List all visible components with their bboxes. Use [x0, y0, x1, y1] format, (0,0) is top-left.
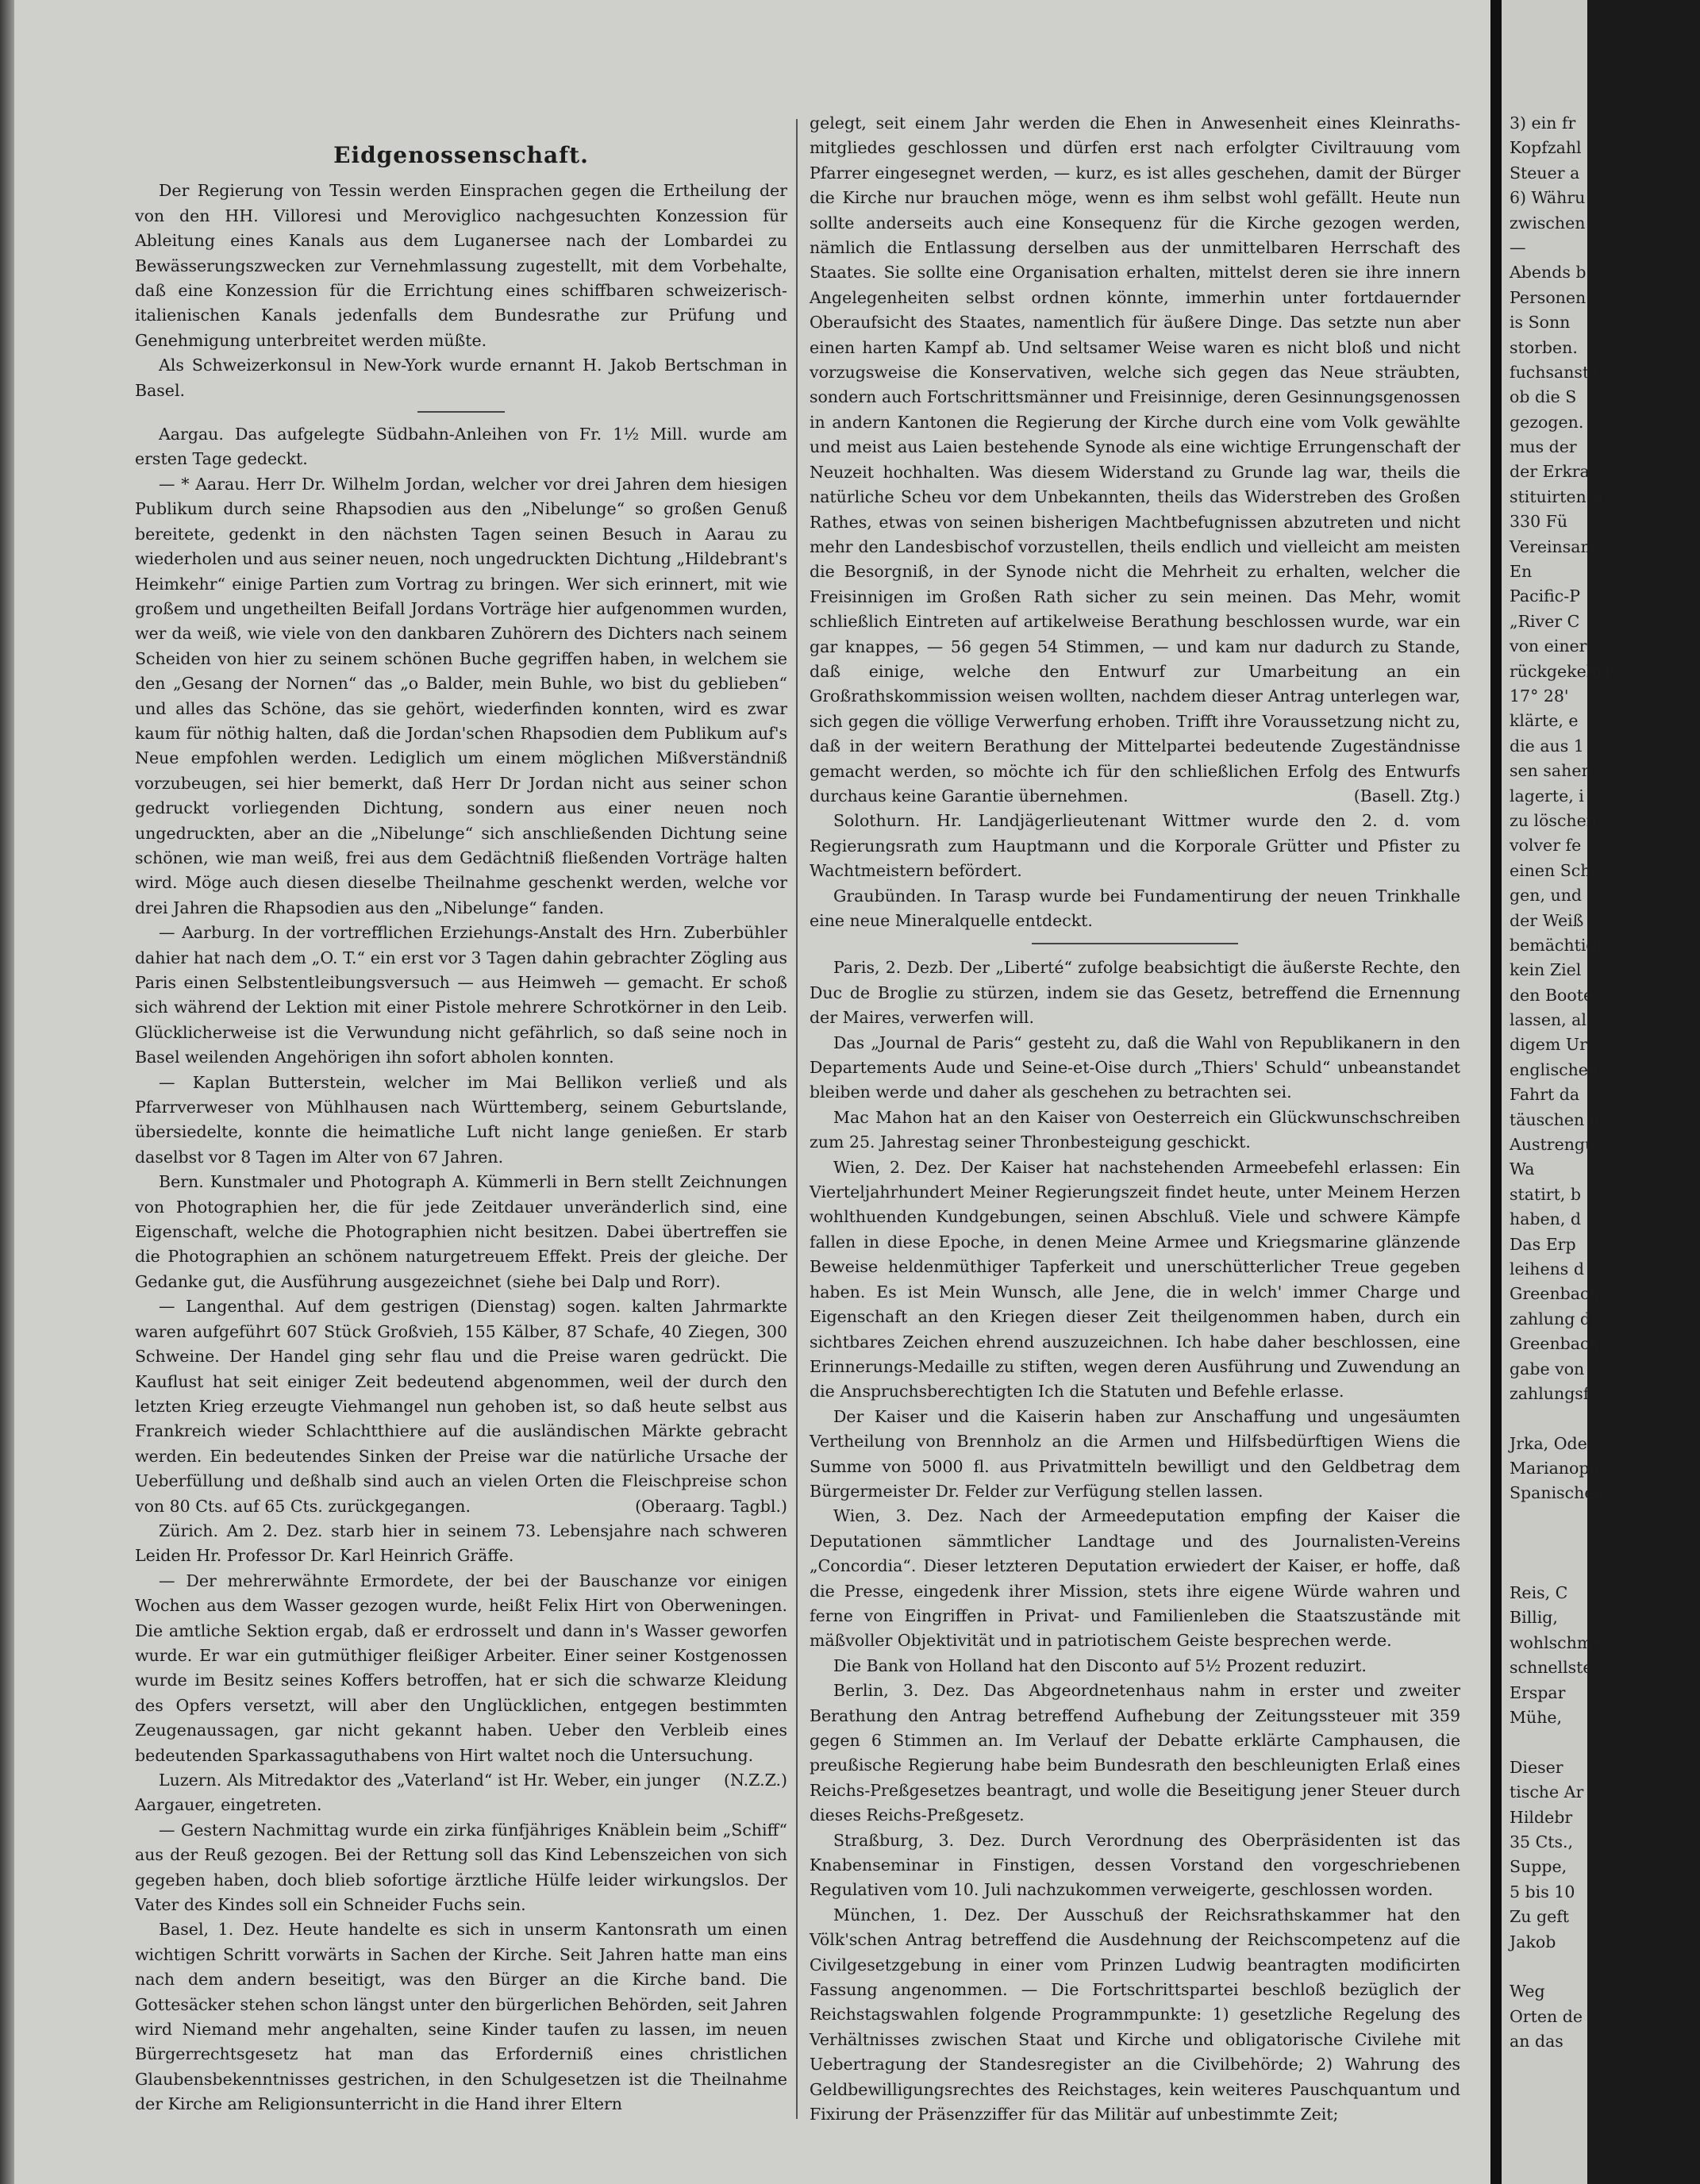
article-bern: Bern. Kunstmaler und Photograph A. Kümmerli in Bern stellt Zeichnungen von Photographien her, die für jede Zeitdauer unveränderlich sind, eine Eigenschaft, welche die Photographien nicht besitzen. Dabei übertreffen sie die Photographien an schönem naturgetreuem Effekt. Preis der gleiche. Der Gedanke gut, die Ausführung ausgezeichnet (siehe bei Dalp und Rorr). — [135, 1172, 787, 1291]
adjacent-page-line: Fahrt da — [1510, 1085, 1580, 1105]
section-title: Eidgenossenschaft. — [333, 142, 589, 168]
adjacent-page-line: mus der — [1510, 437, 1577, 457]
article-mac-mahon: Mac Mahon hat an den Kaiser von Oesterreich ein Glückwunschschreiben zum 25. Jahrestag seiner Thronbesteigung geschickt. — [810, 1107, 1460, 1152]
adjacent-page-column — [1510, 111, 1700, 2054]
adjacent-page-line: — — [1510, 237, 1526, 257]
adjacent-page-line: zahlungsf — [1510, 1383, 1590, 1403]
divider — [417, 411, 505, 413]
adjacent-page-line: statirt, b — [1510, 1184, 1581, 1204]
adjacent-page-line — [1510, 1730, 1700, 1755]
adjacent-page-line: ob die S — [1510, 387, 1577, 407]
article-basel: Basel, 1. Dez. Heute handelte es sich in unserm Kantonsrath um einen wichtigen Schritt vorwärts in Sachen der Kirche. Seit Jahren hatte man eins nach dem andern beseitigt, was den Bürger an die Kirche band. Die Gottesäcker stehen schon längst unter den bürgerlichen Behörden, seit Jahren wird Niemand mehr angehalten, seine Kinder taufen zu lassen, im neuen Bürgerrechtsgesetz hat man das Erforderniß eines christlichen Glaubensbekenntnisses gestrichen, in den Schulgesetzen ist die Theilnahme der Kirche am Religionsunterricht in die Hand ihrer Eltern — [135, 1920, 787, 2114]
adjacent-page-line: digem Ur — [1510, 1035, 1587, 1055]
adjacent-page-line: Wa — [1510, 1159, 1535, 1179]
adjacent-page-line: zwischen — [1510, 213, 1586, 233]
adjacent-page-line: gen, und — [1510, 886, 1583, 906]
adjacent-page-line: sen sahen, — [1510, 761, 1598, 781]
adjacent-page-line: 5 bis 10 — [1510, 1882, 1575, 1901]
article-wien-brennholz: Der Kaiser und die Kaiserin haben zur Anschaffung und ungesäumten Vertheilung von Brennholz an die Armen und Hilfsbedürftigen Wiens die Summe von 5000 fl. aus Privatmitteln bewilligt und den Geldbetrag dem Bürgermeister Dr. Felder zur Verfügung stellen lassen. — [810, 1406, 1460, 1501]
adjacent-page-line: Reis, C — [1510, 1583, 1568, 1603]
adjacent-page-fragment — [1502, 0, 1611, 2184]
adjacent-page-line: von einer — [1510, 636, 1587, 656]
adjacent-page-line: Weg — [1510, 1982, 1545, 2001]
adjacent-page-line: 6) Währu — [1510, 188, 1586, 208]
adjacent-page-line: Erspar — [1510, 1682, 1566, 1702]
adjacent-page-line: Austrengu — [1510, 1135, 1596, 1155]
adjacent-page-line: zahlung d — [1510, 1309, 1590, 1328]
adjacent-page-line: Greenback — [1510, 1284, 1599, 1304]
article-aarau: — * Aarau. Herr Dr. Wilhelm Jordan, welcher vor drei Jahren dem hiesigen Publikum durch seine Rhapsodien aus den „Nibelunge“ so großen Genuß bereitete, gedenkt in den nächsten Tagen seinen Besuch in Aarau zu wiederholen und aus seiner neuen, noch ungedruckten Dichtung „Hildebrant's Heimkehr“ einige Partien zum Vortrag zu bringen. Wer sich erinnert, mit wie großem und ungetheilten Beifall Jordans Vorträge hier aufgenommen wurden, wer da weiß, wie viele von den dankbaren Zuhörern des Dichters nach seinem Scheiden von hier zu seinem schönen Buche gegriffen haben, in welchem sie den „Gesang der Nornen“ das „o Balder, mein Buhle, wo bist du geblieben“ und alles das Schöne, das sie gehört, wiederfinden konnten, wird es zwar kaum für nöthig halten, daß die Jordan'schen Rhapsodien dem Publikum auf's Neue empfohlen werden. Lediglich um einem möglichen Mißverständniß vorzubeugen, sei hier bemerkt, daß Herr Dr Jordan nicht aus seiner schon gedruckt vorliegenden Dichtung, sondern aus einer neuen noch ungedruckten, aber an die „Nibelunge“ sich anschließenden Dichtung seine schönen, wie man weiß, frei aus dem Gedächtniß fließenden Vorträge halten wird. Möge auch diesen dieselbe Theilnahme geschenkt werden, welche vor drei Jahren die Rhapsodien aus den „Nibelunge“ fanden. — [135, 474, 787, 917]
adjacent-page-line: die aus 1 — [1510, 736, 1584, 756]
adjacent-page-line: Abends b — [1510, 263, 1587, 283]
page-seam — [1490, 0, 1502, 2184]
divider — [1032, 943, 1238, 944]
article-tessin: Der Regierung von Tessin werden Einsprachen gegen die Ertheilung der von den HH. Villoresi und Meroviglico nachgesuchten Konzession für Ableitung eines Kanals aus dem Luganersee nach der Lombardei zu Bewässerungszwecken zur Vernehmlassung zugestellt, mit dem Vorbehalte, daß eine Konzession für die Errichtung eines schiffbaren schweizerisch-italienischen Kanals jedenfalls dem Bundesrathe zur Prüfung und Genehmigung unterbreitet werden müßte. — [135, 181, 787, 350]
adjacent-page-line: volver fe — [1510, 836, 1582, 856]
article-strassburg: Straßburg, 3. Dez. Durch Verordnung des Oberpräsidenten ist das Knabenseminar in Finstigen, dessen Vorstand den vorgeschriebenen Regulativen vom 10. Juli nachzukommen verweigerte, geschlossen worden. — [810, 1830, 1460, 1900]
adjacent-page-line: lassen, al — [1510, 1010, 1587, 1030]
adjacent-page-line: klärte, e — [1510, 711, 1579, 731]
adjacent-page-line: 17° 28' — [1510, 686, 1569, 706]
article-luzern: Luzern. Als Mitredaktor des „Vaterland“ ist Hr. Weber, ein junger Aargauer, eingetreten. — [135, 1771, 701, 1815]
article-zuerich: Zürich. Am 2. Dez. starb hier in seinem 73. Lebensjahre nach schweren Leiden Hr. Professor Dr. Karl Heinrich Gräffe. — [135, 1521, 787, 1566]
article-aargau: Aargau. Das aufgelegte Südbahn-Anleihen von Fr. 1½ Mill. wurde am ersten Tage gedeckt. — [135, 425, 787, 469]
adjacent-page-line: stituirten S — [1510, 486, 1603, 506]
adjacent-page-line: zu löschen — [1510, 810, 1597, 830]
article-luzern-knabe: — Gestern Nachmittag wurde ein zirka fünfjähriges Knäblein beim „Schiff“ aus der Reuß gezogen. Bei der Rettung soll das Kind Lebenszeichen von sich gegeben haben, doch blieb sofortige ärztliche Hülfe leider wirkungslos. Der Vater des Kindes soll ein Schneider Fuchs sein. — [135, 1820, 787, 1915]
adjacent-page-line: kein Ziel — [1510, 960, 1582, 980]
adjacent-page-line: Das Erp — [1510, 1234, 1576, 1254]
adjacent-page-line: storben. — [1510, 337, 1578, 357]
adjacent-page-line: fuchsansta — [1510, 362, 1599, 382]
adjacent-page-line: Vereinsam — [1510, 536, 1596, 556]
adjacent-page-line: En — [1510, 562, 1533, 582]
article-wien-armeebefehl: Wien, 2. Dez. Der Kaiser hat nachstehenden Armeebefehl erlassen: Ein Vierteljahrhundert Meiner Regierungszeit findet heute, unter Meinem Herzen wohlthuenden Kundgebungen, seinen Abschluß. Viele und schwere Kämpfe fallen in diese Epoche, in denen Meine Armee und Kriegsmarine glänzende Beweise heldenmüthiger Tapferkeit und unerschütterlicher Treue gegeben haben. Es ist Mein Wunsch, alle Jene, die in welch' immer Charge und Eigenschaft an den Kriegen dieser Zeit theilgenommen haben, durch ein sichtbares Zeichen ehrend auszuzeichnen. Ich habe daher beschlossen, eine Erinnerungs-Medaille zu stiften, wegen deren Ausführung und Zuwendung an die Anspruchsberechtigten Ich die Statuten und Befehle erlasse. — [810, 1157, 1460, 1402]
adjacent-page-line: Marianopo — [1510, 1459, 1599, 1478]
adjacent-page-line: gabe von — [1510, 1359, 1585, 1378]
adjacent-page-line: schnellste — [1510, 1658, 1593, 1678]
source-credit: (Oberaarg. Tagbl.) — [635, 1496, 787, 1516]
adjacent-page-line — [1510, 1556, 1700, 1581]
adjacent-page-line: 35 Cts., — [1510, 1832, 1574, 1851]
adjacent-page-line: den Boote — [1510, 985, 1594, 1005]
adjacent-page-line: Dieser — [1510, 1757, 1563, 1777]
adjacent-page-line: gezogen. — [1510, 412, 1584, 432]
article-zuerich-mord: — Der mehrerwähnte Ermordete, der bei der Bauschanze vor einigen Wochen aus dem Wasser gezogen wurde, heißt Felix Hirt von Oberweningen. Die amtliche Sektion ergab, daß er erdrosselt und dann in's Wasser geworfen wurde. Er war ein gutmüthiger fleißiger Arbeiter. Einer seiner Kostgenossen wurde im Besitz seines Koffers betroffen, hat er sich die schwarze Kleidung des Opfers versetzt, will aber den Unglücklichen, entgegen bestimmten Zeugenaussagen, gar nicht gekannt haben. Ueber den Verbleib eines bedeutenden Sparkassaguthabens von Hirt waltet noch die Untersuchung. (N.Z.Z.) — [135, 1569, 787, 1768]
adjacent-page-line: is Sonn — [1510, 313, 1571, 333]
adjacent-page-line: Jakob — [1510, 1932, 1556, 1951]
adjacent-page-line: Orten de — [1510, 2006, 1583, 2026]
adjacent-page-line: Kopfzahl — [1510, 138, 1582, 158]
adjacent-page-line: bemächtigt — [1510, 935, 1603, 955]
column-left — [135, 143, 787, 2117]
adjacent-page-line: einen Sch — [1510, 860, 1591, 880]
article-muenchen: München, 1. Dez. Der Ausschuß der Reichsrathskammer hat den Völk'schen Antrag betreffend die Ausdehnung der Reichscompetenz auf die Civilgesetzgebung in einer vom Prinzen Ludwig beantragten modificirten Fassung angenommen. — Die Fortschrittspartei beschloß bezüglich der Reichstagswahlen folgende Programmpunkte: 1) gesetzliche Regelung des Verhältnisses zwischen Staat und Kirche und obligatorische Civilehe mit Uebertragung der Standesregister an die Civilbehörde; 2) Wahrung des Geldbewilligungsrechtes des Reichstages, kein weiteres Pauschquantum und Fixirung der Präsenzziffer für das Militär auf unbestimmte Zeit; — [810, 1905, 1460, 2124]
adjacent-page-line: an das — [1510, 2032, 1563, 2051]
article-berlin: Berlin, 3. Dez. Das Abgeordnetenhaus nahm in erster und zweiter Berathung den Antrag betreffend Aufhebung der Zeitungssteuer mit 359 gegen 6 Stimmen an. Im Verlauf der Debatte erklärte Camphausen, die preußische Regierung habe beim Bundesrath den beschleunigten Erlaß eines Reichs-Preßgesetzes beantragt, und wolle die Beseitigung jener Steuer durch dieses Reichs-Preßgesetz. — [810, 1681, 1460, 1825]
adjacent-page-line: Billig, — [1510, 1608, 1558, 1628]
adjacent-page-line: Greenback — [1510, 1334, 1599, 1354]
adjacent-page-line: Hildebr — [1510, 1807, 1573, 1827]
article-langenthal: — Langenthal. Auf dem gestrigen (Dienstag) sogen. kalten Jahrmarkte waren aufgeführt 607 Stück Großvieh, 155 Kälber, 87 Schafe, 40 Ziegen, 300 Schweine. Der Handel ging sehr flau und die Preise waren gedrückt. Die Kauflust hat seit einiger Zeit bedeutend abgenommen, weil der durch den letzten Krieg erzeugte Viehmangel nun gehoben ist, so daß heute selbst aus Frankreich wieder Schlachtthiere auf die ausländischen Märkte gebracht werden. Ein bedeutendes Sinken der Preise war die natürliche Ursache der Ueberfüllung und deßhalb sind auch an vielen Orten die Fleischpreise schon von 80 Cts. auf 65 Cts. zurückgegangen. (Oberaarg. Tagbl.) — [135, 1294, 787, 1519]
article-graubuenden: Graubünden. In Tarasp wurde bei Fundamentirung der neuen Trinkhalle eine neue Mineralquelle entdeckt. — [810, 886, 1460, 930]
article-solothurn: Solothurn. Hr. Landjägerlieutenant Wittmer wurde den 2. d. vom Regierungsrath zum Hauptmann und die Korporale Grütter und Pfister zu Wachtmeistern befördert. — [810, 811, 1460, 881]
source-credit: (Basell. Ztg.) — [1353, 786, 1460, 806]
adjacent-page-line — [1510, 1506, 1700, 1531]
adjacent-page-line: tische Ar — [1510, 1782, 1584, 1802]
adjacent-page-line — [1510, 1531, 1700, 1555]
adjacent-page-line: Jrka, Ode — [1510, 1433, 1587, 1453]
adjacent-page-line: Pacific-P — [1510, 586, 1581, 606]
adjacent-page-line: Zu geft — [1510, 1907, 1570, 1927]
adjacent-page-line: rückgekehrt — [1510, 661, 1611, 681]
adjacent-page-line: Mühe, — [1510, 1708, 1563, 1727]
column-rule — [796, 119, 798, 2119]
adjacent-page-line: der Erkra — [1510, 462, 1590, 482]
adjacent-page-line — [1510, 1955, 1700, 1979]
article-wien-deputation: Wien, 3. Dez. Nach der Armeedeputation empfing der Kaiser die Deputationen sämmtlicher Landtage und des Journalisten-Vereins „Concordia“. Dieser letzteren Deputation erwiedert der Kaiser, er hoffe, daß die Presse, eingedenk ihrer Mission, stets ihre eigene Würde wahren und ferne von Eingriffen in Privat- und Familienleben die Staatszustände mit mäßvoller Objektivität und in patriotischem Geiste besprechen werde. — [810, 1506, 1460, 1651]
adjacent-page-line: leihens d — [1510, 1259, 1584, 1278]
adjacent-page-line: haben, d — [1510, 1209, 1582, 1229]
article-paris: Paris, 2. Dezb. Der „Liberté“ zufolge beabsichtigt die äußerste Rechte, den Duc de Broglie zu stürzen, indem sie das Gesetz, betreffend die Ernennung der Maires, verwerfen will. — [810, 958, 1460, 1028]
article-kaplan: — Kaplan Butterstein, welcher im Mai Bellikon verließ und als Pfarrverweser von Mühlhausen nach Württemberg, seinem Geburtslande, übersiedelte, konnte die heimatliche Luft nicht lange genießen. Er starb daselbst vor 8 Tagen im Alter von 67 Jahren. — [135, 1072, 787, 1167]
binding-gutter — [0, 0, 14, 2184]
article-journal-de-paris: Das „Journal de Paris“ gesteht zu, daß die Wahl von Republikanern in den Departements Aude und Seine-et-Oise durch „Thiers' Schuld“ unbeanstandet bleiben werde und daher als geschehen zu betrachten sei. — [810, 1032, 1460, 1102]
adjacent-page-line: lagerte, i — [1510, 786, 1584, 806]
adjacent-page-line: „River C — [1510, 611, 1580, 631]
source-credit: (N.Z.Z.) — [724, 1771, 787, 1790]
article-bank-holland: Die Bank von Holland hat den Disconto auf 5½ Prozent reduzirt. — [833, 1655, 1367, 1675]
adjacent-page-line: der Weiß — [1510, 910, 1584, 930]
adjacent-page-line: täuschen u — [1510, 1109, 1600, 1129]
adjacent-page-line — [1510, 1406, 1700, 1431]
adjacent-page-line: Suppe, — [1510, 1857, 1567, 1877]
adjacent-page-line: wohlschme — [1510, 1632, 1602, 1652]
article-konsul: Als Schweizerkonsul in New-York wurde ernannt H. Jakob Bertschman in Basel. — [135, 356, 787, 400]
adjacent-page-line: Personen — [1510, 287, 1587, 307]
article-basel-cont: gelegt, seit einem Jahr werden die Ehen in Anwesenheit eines Kleinraths-mitgliedes geschlossen und dürfen erst nach erfolgter Civiltrauung vom Pfarrer eingesegnet werden, — kurz, es ist alles geschehen, damit der Bürger die Kirche nur brauchen möge, wenn es ihm selbst wohl gefällt. Heute nun sollte anderseits auch eine Konsequenz für die Kirche gezogen werden, nämlich die Entlassung derselben aus der unmittelbaren Herrschaft des Staates. Sie sollte eine Organisation erhalten, mittelst deren sie ihre innern Angelegenheiten selbst ordnen könnte, immerhin unter fortdauernder Oberaufsicht des Staates, namentlich für äußere Dinge. Das setzte nun aber einen harten Kampf ab. Und seltsamer Weise waren es nicht bloß und nicht vorzugsweise die Konservativen, welche sich gegen das Neue sträubten, sondern auch Fortschrittsmänner und Freisinnige, deren Gesinnungsgenossen in andern Kantonen die Regierung der Kirche durch eine vom Volk gewählte und meist aus Laien bestehende Synode als eine wichtige Errungenschaft der Neuzeit hochhalten. Was diesem Widerstand zu Grunde lag war, theils die natürliche Scheu vor dem Unbekannten, theils das Widerstreben des Großen Rathes, etwas von seinen bisherigen Machtbefugnissen abzutreten und nicht mehr den Landesbischof vorzustellen, theils endlich und vielleicht am meisten die Besorgniß, in der Synode nicht die Mehrheit zu erhalten, welcher die Freisinnigen im Großen Rath sicher zu sein meinen. Das Mehr, womit schließlich Eintreten auf artikelweise Berathung beschlossen wurde, war ein gar knappes, — 56 gegen 54 Stimmen, — und kam nur dadurch zu Stande, daß einige, welche den Entwurf zur Umarbeitung an ein Großrathskommission weisen wollten, nachdem dieser Antrag unterlegen war, sich gegen die völlige Verwerfung erhoben. Trifft ihre Voraussetzung nicht zu, daß in der weitern Berathung der Mittelpartei bedeutende Zugeständnisse gemacht werden, so möchte ich für den schließlichen Erfolg des Entwurfs durchaus keine Garantie übernehmen. (Basell. Ztg.) — [810, 111, 1460, 809]
adjacent-page-line: Steuer a — [1510, 163, 1580, 183]
adjacent-page-line: Spanischen — [1510, 1483, 1605, 1503]
column-right — [810, 111, 1460, 2128]
article-aarburg: — Aarburg. In der vortrefflichen Erziehungs-Anstalt des Hrn. Zuberbühler dahier hat nach dem „O. T.“ ein erst vor 3 Tagen dahin gebrachter Zögling aus Paris einen Selbstentleibungsversuch — aus Heimweh — gemacht. Er schoß sich während der Lektion mit einer Pistole mehrere Schrotkörner in den Leib. Glücklicherweise ist die Verwundung nicht gefährlich, so daß seine noch in Basel weilenden Angehörigen ihn sofort abholen konnten. — [135, 923, 787, 1067]
adjacent-page-line: 330 Fü — [1510, 512, 1568, 532]
adjacent-page-line: englischen — [1510, 1059, 1599, 1079]
adjacent-page-line: 3) ein fr — [1510, 113, 1576, 133]
